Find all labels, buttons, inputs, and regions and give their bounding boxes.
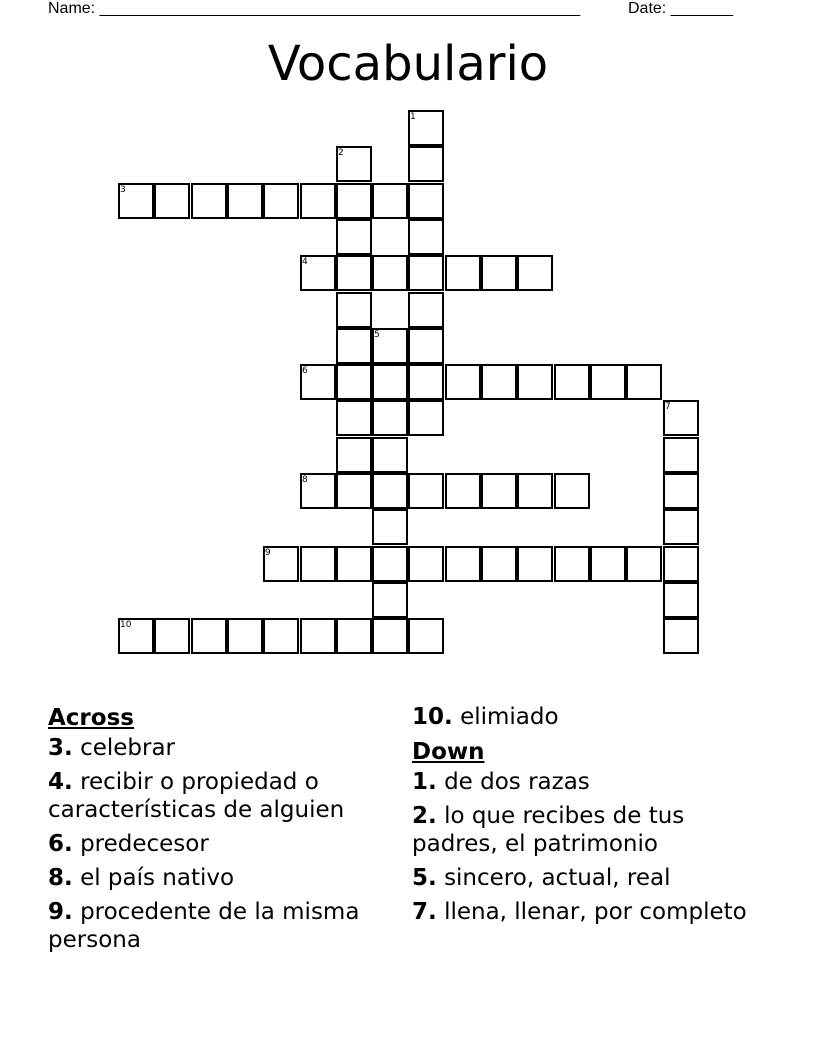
grid-cell[interactable] [445, 473, 481, 509]
grid-cell[interactable] [408, 292, 444, 328]
grid-cell[interactable] [336, 473, 372, 509]
grid-cell[interactable] [336, 400, 372, 436]
grid-cell[interactable] [408, 183, 444, 219]
clue-across-8 [48, 864, 388, 892]
grid-cell[interactable] [408, 546, 444, 582]
down-heading: Down [412, 739, 485, 765]
clue-text: elimiado [460, 704, 559, 730]
grid-cell[interactable] [191, 618, 227, 654]
grid-cell[interactable] [626, 546, 662, 582]
clue-across-10 [412, 703, 752, 731]
grid-cell[interactable] [626, 364, 662, 400]
clue-number-8: 8 [302, 475, 308, 485]
grid-cell[interactable] [300, 546, 336, 582]
name-field-label: Name: ______________________________________________________ [48, 0, 581, 17]
grid-cell[interactable] [445, 255, 481, 291]
grid-cell[interactable] [191, 183, 227, 219]
grid-cell[interactable] [517, 473, 553, 509]
clue-number-6: 6 [302, 366, 308, 376]
clue-text: sincero, actual, real [444, 865, 671, 891]
grid-cell[interactable] [372, 364, 408, 400]
clue-number-9: 9 [265, 548, 271, 558]
clue-down-1 [412, 768, 752, 796]
clue-number: 6. [48, 831, 73, 857]
grid-cell[interactable] [663, 582, 699, 618]
grid-cell[interactable] [154, 183, 190, 219]
clue-text: el país nativo [80, 865, 235, 891]
clue-number: 10. [412, 704, 453, 730]
across-heading: Across [48, 705, 134, 731]
date-field-label: Date: _______ [628, 0, 733, 17]
clue-down-5 [412, 864, 752, 892]
grid-cell[interactable] [408, 364, 444, 400]
clue-text: llena, llenar, por completo [444, 899, 747, 925]
grid-cell[interactable] [263, 618, 299, 654]
grid-cell[interactable] [408, 400, 444, 436]
clue-number-5: 5 [374, 330, 380, 340]
grid-cell[interactable] [481, 473, 517, 509]
clue-down-7 [412, 898, 752, 926]
grid-cell[interactable] [408, 618, 444, 654]
clue-across-3 [48, 734, 388, 762]
clue-number: 3. [48, 735, 73, 761]
clue-number: 4. [48, 769, 73, 795]
clue-number: 8. [48, 865, 73, 891]
page-title: Vocabulario [267, 36, 549, 92]
grid-cell[interactable] [336, 437, 372, 473]
clue-number-10: 10 [120, 620, 132, 630]
grid-cell[interactable] [554, 473, 590, 509]
grid-cell[interactable] [336, 618, 372, 654]
grid-cell[interactable] [663, 437, 699, 473]
grid-cell[interactable] [372, 618, 408, 654]
grid-cell[interactable] [663, 546, 699, 582]
grid-cell[interactable] [336, 292, 372, 328]
grid-cell[interactable] [517, 546, 553, 582]
grid-cell[interactable] [154, 618, 190, 654]
grid-cell[interactable] [554, 364, 590, 400]
grid-cell[interactable] [227, 618, 263, 654]
grid-cell[interactable] [445, 546, 481, 582]
clue-number: 7. [412, 899, 437, 925]
grid-cell[interactable] [336, 364, 372, 400]
grid-cell[interactable] [408, 473, 444, 509]
grid-cell[interactable] [372, 582, 408, 618]
clues-left-column [48, 703, 388, 960]
grid-cell[interactable] [445, 364, 481, 400]
grid-cell[interactable] [517, 255, 553, 291]
clue-number: 2. [412, 803, 437, 829]
grid-cell[interactable] [663, 509, 699, 545]
grid-cell[interactable] [372, 437, 408, 473]
grid-cell[interactable] [481, 546, 517, 582]
clues-right-column [412, 703, 752, 932]
grid-cell[interactable] [336, 328, 372, 364]
grid-cell[interactable] [372, 183, 408, 219]
grid-cell[interactable] [227, 183, 263, 219]
clue-text: predecesor [80, 831, 209, 857]
grid-cell[interactable] [372, 473, 408, 509]
clue-text: de dos razas [444, 769, 590, 795]
clue-number-1: 1 [410, 112, 416, 122]
grid-cell[interactable] [408, 255, 444, 291]
grid-cell[interactable] [300, 618, 336, 654]
clue-text: celebrar [80, 735, 176, 761]
grid-cell[interactable] [336, 219, 372, 255]
grid-cell[interactable] [336, 255, 372, 291]
clue-across-6 [48, 830, 388, 858]
grid-cell[interactable] [663, 618, 699, 654]
grid-cell[interactable] [663, 473, 699, 509]
grid-cell[interactable] [408, 146, 444, 182]
grid-cell[interactable] [372, 400, 408, 436]
grid-cell[interactable] [336, 183, 372, 219]
clue-across-9 [48, 898, 388, 954]
clue-number-7: 7 [665, 402, 671, 412]
grid-cell[interactable] [554, 546, 590, 582]
clue-across-4 [48, 768, 388, 824]
grid-cell[interactable] [481, 255, 517, 291]
clue-number-4: 4 [302, 257, 308, 267]
clue-number-2: 2 [338, 148, 344, 158]
grid-cell[interactable] [408, 328, 444, 364]
clue-text: lo que recibes de tus padres, el patrimonio [412, 803, 685, 857]
clue-number: 9. [48, 899, 73, 925]
grid-cell[interactable] [517, 364, 553, 400]
clue-text: recibir o propiedad o características de alguien [48, 769, 345, 823]
grid-cell[interactable] [372, 255, 408, 291]
grid-cell[interactable] [372, 546, 408, 582]
grid-cell[interactable] [408, 219, 444, 255]
grid-cell[interactable] [590, 546, 626, 582]
grid-cell[interactable] [590, 364, 626, 400]
grid-cell[interactable] [300, 183, 336, 219]
grid-cell[interactable] [372, 509, 408, 545]
grid-cell[interactable] [263, 183, 299, 219]
clue-text: procedente de la misma persona [48, 899, 360, 953]
clue-number-3: 3 [120, 185, 126, 195]
clue-number: 1. [412, 769, 437, 795]
clue-down-2 [412, 802, 752, 858]
grid-cell[interactable] [336, 546, 372, 582]
grid-cell[interactable] [481, 364, 517, 400]
clue-number: 5. [412, 865, 437, 891]
